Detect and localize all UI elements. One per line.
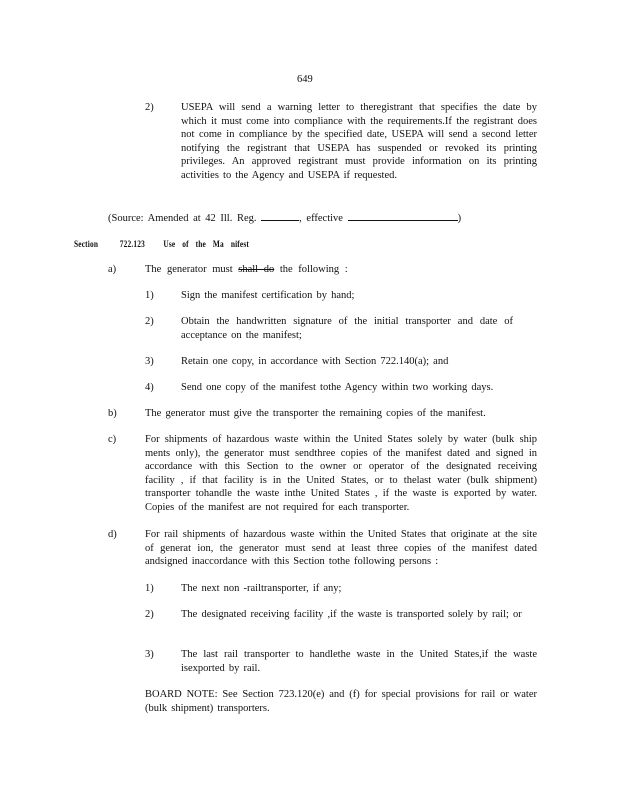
item-label: d): [108, 529, 117, 540]
item-label: b): [108, 408, 117, 419]
source-effective: effective: [306, 213, 343, 224]
item-text-before: The generator must: [145, 264, 233, 275]
struck-text: shall do: [238, 264, 275, 275]
item-text: For shipments of hazardous waste within the United States solely by water (bulk ship ments only), the generator must sendthree copies of the manifest dated and signed in accordance with this Section to the owner or operator of the designated receiving facility , if that facility is in the United States, or to thelast water (bulk shipment) transporter tohandle the waste inthe United States , if the waste is exported by water. Copies of the manifest are not required for each transporter.: [145, 434, 537, 513]
subitem-label: 4): [145, 382, 154, 393]
page-number: 649: [297, 74, 313, 85]
subitem-text: The last rail transporter to handlethe waste in the United States,if the waste isexported by rail.: [181, 649, 537, 674]
source-blank-2: [348, 211, 458, 221]
subitem-label: 1): [145, 290, 154, 301]
source-comma: ,: [299, 213, 302, 224]
item-text: USEPA will send a warning letter to theregistrant that specifies the date by which it must come into compliance with the requirements.If the registrant does not come in compliance by the specified date, USEPA will send a second letter notifying the registrant that USEPA has suspended or revoked its printing privileges. An approved registrant must provide information on its printing activities to the Agency and USEPA if requested.: [181, 102, 537, 181]
item-text-after: the following :: [279, 264, 348, 275]
item-text: [145, 263, 348, 277]
source-amended: Amended at 42 Ill. Reg.: [147, 213, 257, 224]
subitem-text: Obtain the handwritten signature of the initial transporter and date of acceptance on the manifest;: [181, 316, 513, 341]
item-label: 2): [145, 102, 154, 113]
subitem-label: 2): [145, 316, 154, 327]
subitem-text: Sign the manifest certification by hand;: [181, 290, 355, 301]
item-label: a): [108, 264, 117, 275]
section-number: 722.123: [119, 239, 145, 249]
source-prefix: (Source:: [108, 213, 144, 224]
subitem-text: Retain one copy, in accordance with Section 722.140(a); and: [181, 356, 449, 367]
subitem-text: The next non -railtransporter, if any;: [181, 583, 342, 594]
item-text: For rail shipments of hazardous waste within the United States that originate at the site of generat ion, the generator must send at least three copies of the manifest dated andsigned inaccordance with this Section tothe following persons :: [145, 529, 537, 568]
subitem-label: 2): [145, 609, 154, 620]
subitem-text: The designated receiving facility ,if the waste is transported solely by rail; or: [181, 609, 522, 620]
item-label: c): [108, 434, 117, 445]
item-text: The generator must give the transporter the remaining copies of the manifest.: [145, 408, 486, 419]
section-heading: [74, 238, 249, 252]
subitem-label: 3): [145, 649, 154, 660]
section-word: Section: [74, 239, 99, 249]
source-blank-1: [261, 211, 299, 221]
subitem-label: 1): [145, 583, 154, 594]
subitem-label: 3): [145, 356, 154, 367]
subitem-text: Send one copy of the manifest tothe Agency within two working days.: [181, 382, 494, 393]
board-note: BOARD NOTE: See Section 723.120(e) and (f) for special provisions for rail or water (bulk shipment) transporters.: [145, 689, 537, 714]
section-title: Use of the Ma nifest: [163, 239, 250, 249]
source-note: [108, 211, 461, 226]
source-close: ): [457, 213, 462, 224]
